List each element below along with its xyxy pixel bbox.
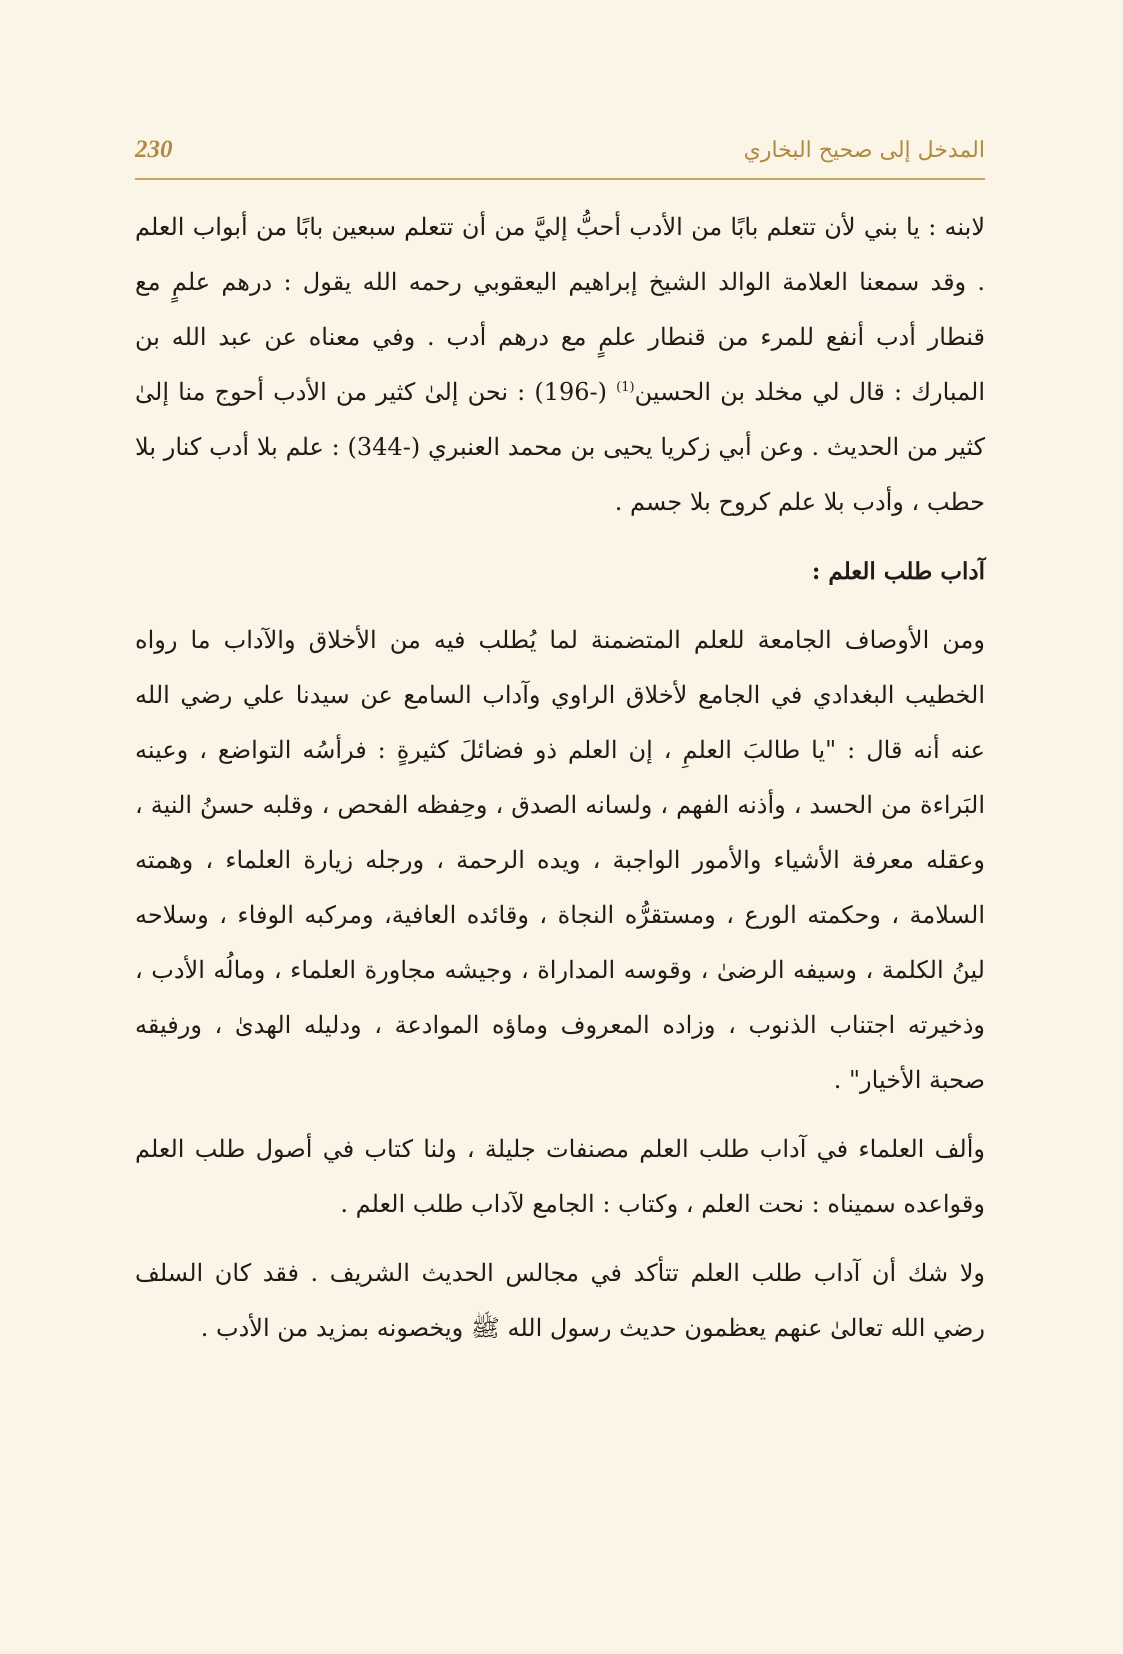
- running-header: [135, 130, 985, 180]
- paragraph-3: وألف العلماء في آداب طلب العلم مصنفات جليلة ، ولنا كتاب في أصول طلب العلم وقواعده سميناه : نحت العلم ، وكتاب : الجامع لآداب طلب العلم .: [135, 1135, 985, 1218]
- running-header-title: المدخل إلى صحيح البخاري: [743, 138, 985, 163]
- paragraph-1: [135, 200, 985, 530]
- book-page: [135, 130, 985, 1590]
- footnote-marker: (1): [616, 380, 635, 395]
- paragraph-2: ومن الأوصاف الجامعة للعلم المتضمنة لما يُطلب فيه من الأخلاق والآداب ما رواه الخطيب البغدادي في الجامع لأخلاق الراوي وآداب السامع عن سيدنا علي رضي الله عنه أنه قال : "يا طالبَ العلمِ ، إن العلم ذو فضائلَ كثيرةٍ : فرأسُه التواضع ، وعينه البَراءة من الحسد ، وأذنه الفهم ، ولسانه الصدق ، وحِفظه الفحص ، وقلبه حسنُ النية ، وعقله معرفة الأشياء والأمور الواجبة ، ويده الرحمة ، ورجله زيارة العلماء ، وهمته السلامة ، وحكمته الورع ، ومستقرُّه النجاة ، وقائده العافية، ومركبه الوفاء ، وسلاحه لينُ الكلمة ، وسيفه الرضىٰ ، وقوسه المداراة ، وجيشه مجاورة العلماء ، ومالُه الأدب ، وذخيرته اجتناب الذنوب ، وزاده المعروف وماؤه الموادعة ، ودليله الهدىٰ ، ورفيقه صحبة الأخيار" .: [135, 626, 985, 1094]
- paragraph-1-text-b: (-196) : نحن إلىٰ كثير من الأدب أحوج منا إلىٰ كثير من الحديث . وعن أبي زكريا يحيى بن محمد العنبري (-344) : علم بلا أدب كنار بلا حطب ، وأدب بلا علم كروح بلا جسم .: [135, 378, 986, 516]
- paragraph-1-text-a: لابنه : يا بني لأن تتعلم بابًا من الأدب أحبُّ إليَّ من أن تتعلم سبعين بابًا من أبواب العلم . وقد سمعنا العلامة الوالد الشيخ إبراهيم اليعقوبي رحمه الله يقول : درهم علمٍ مع قنطار أدب أنفع للمرء من قنطار علمٍ مع درهم أدب . وفي معناه عن عبد الله بن المبارك : قال لي مخلد بن الحسين: [135, 213, 986, 406]
- section-heading: آداب طلب العلم :: [811, 558, 985, 585]
- page-number: 230: [135, 136, 173, 163]
- page-body: [135, 200, 985, 1356]
- paragraph-4: ولا شك أن آداب طلب العلم تتأكد في مجالس الحديث الشريف . فقد كان السلف رضي الله تعالىٰ عنهم يعظمون حديث رسول الله ﷺ ويخصونه بمزيد من الأدب .: [135, 1259, 985, 1342]
